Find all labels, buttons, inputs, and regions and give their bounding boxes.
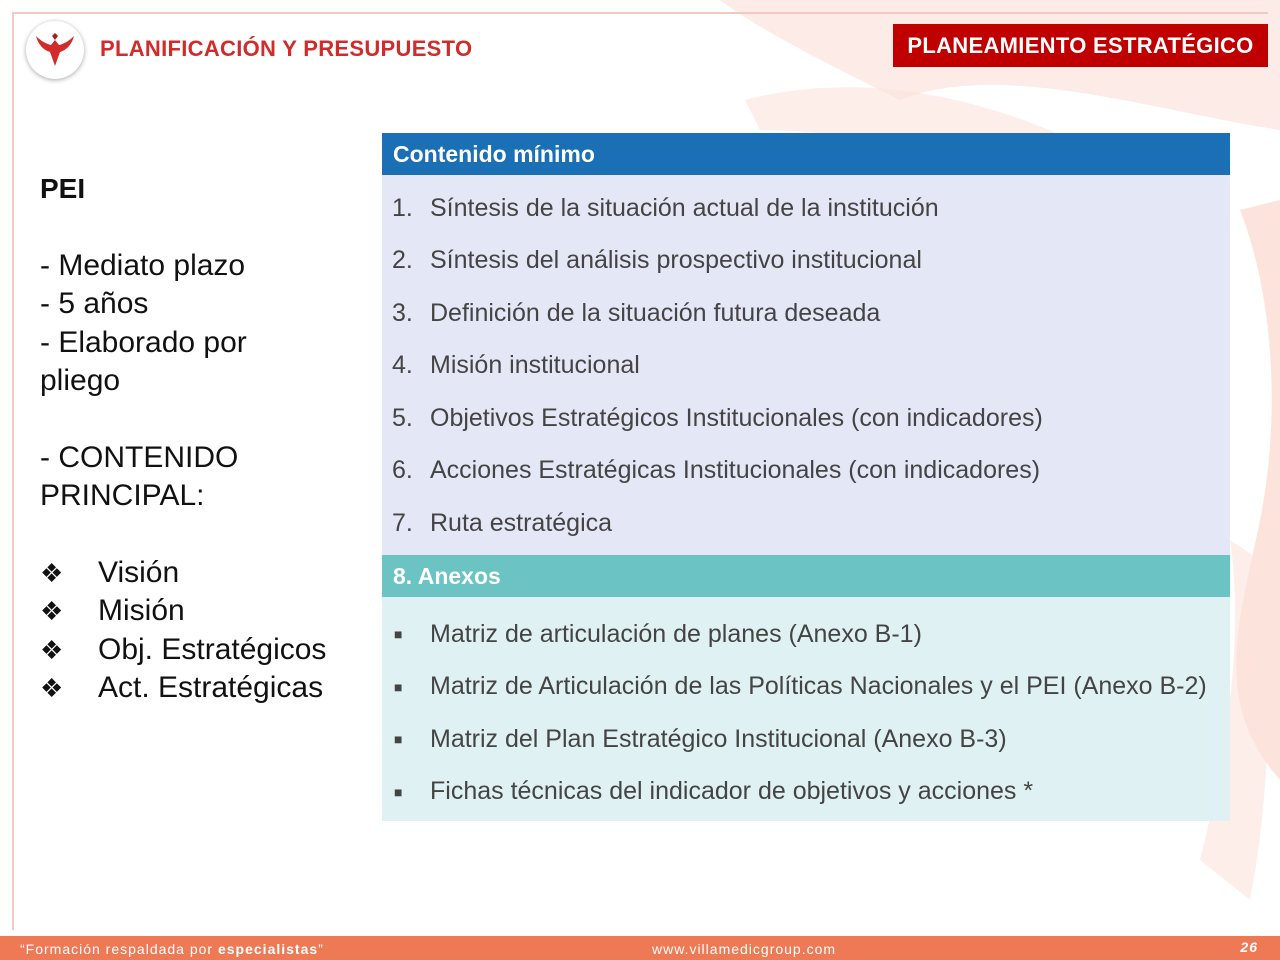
diamond-bullet-icon: ❖ <box>40 673 64 703</box>
square-bullet-icon: ■ <box>394 783 403 800</box>
pei-bullet <box>40 669 370 708</box>
footer-tagline: “Formación respaldada por especialistas” <box>20 941 324 957</box>
list-item: 6. Acciones Estratégicas Institucionales (con indicadores) <box>392 456 1041 485</box>
pei-bullet-text: Misión <box>98 594 185 627</box>
brand-title: PLANIFICACIÓN Y PRESUPUESTO <box>100 36 473 61</box>
eagle-logo-icon <box>33 30 77 70</box>
diamond-bullet-icon: ❖ <box>40 634 64 665</box>
page-number: 26 <box>1240 939 1258 955</box>
square-bullet-icon: ■ <box>394 626 403 643</box>
list-item: ■ Fichas técnicas del indicador de objetivos y acciones * <box>382 766 1230 819</box>
brand-logo <box>26 21 84 79</box>
pei-line: - Mediato plazo <box>40 248 246 282</box>
footer-website: www.villamedicgroup.com <box>652 941 837 957</box>
frame-line-top <box>12 12 1268 14</box>
footer-bar <box>0 936 1280 960</box>
section-header-contenido: Contenido mínimo <box>382 133 1230 175</box>
list-item: ■ Matriz del Plan Estratégico Institucional (Anexo B-3) <box>382 713 1230 766</box>
diamond-bullet-icon: ❖ <box>40 596 64 626</box>
pei-line: - Elaborado por <box>40 325 247 359</box>
pei-line: pliego <box>40 364 121 397</box>
pei-bullet-text: Obj. Estratégicos <box>98 632 327 666</box>
frame-line-left <box>12 12 14 930</box>
square-bullet-icon: ■ <box>394 731 403 748</box>
list-item: 7. Ruta estratégica <box>392 508 613 537</box>
list-item: ■ Matriz de articulación de planes (Anexo B-1) <box>382 608 1230 661</box>
pei-line: - CONTENIDO <box>40 440 239 474</box>
square-bullet-icon: ■ <box>394 678 403 695</box>
anexos-list <box>382 597 1230 821</box>
list-item: 2. Síntesis del análisis prospectivo institucional <box>392 246 922 275</box>
diamond-bullet-icon: ❖ <box>40 557 64 588</box>
list-item: ■ Matriz de Articulación de las Políticas Nacionales y el PEI (Anexo B-2) <box>382 661 1230 714</box>
list-item: 1. Síntesis de la situación actual de la institución <box>392 193 939 222</box>
pei-summary <box>40 170 370 708</box>
pei-bullet <box>40 554 370 593</box>
pei-bullet <box>40 631 370 670</box>
list-item: 5. Objetivos Estratégicos Institucionales (con indicadores) <box>392 403 1043 432</box>
section-badge: PLANEAMIENTO ESTRATÉGICO <box>893 24 1268 67</box>
pei-bullet-text: Act. Estratégicas <box>98 671 324 704</box>
list-item: 3. Definición de la situación futura deseada <box>392 298 881 327</box>
pei-line: - 5 años <box>40 287 149 320</box>
pei-bullet-text: Visión <box>98 555 180 589</box>
pei-bullet <box>40 592 370 631</box>
content-card <box>382 133 1230 821</box>
section-header-anexos: 8. Anexos <box>382 555 1230 597</box>
pei-heading: PEI <box>40 173 86 204</box>
list-item: 4. Misión institucional <box>392 351 640 380</box>
contenido-list <box>382 175 1230 555</box>
pei-line: PRINCIPAL: <box>40 479 205 512</box>
